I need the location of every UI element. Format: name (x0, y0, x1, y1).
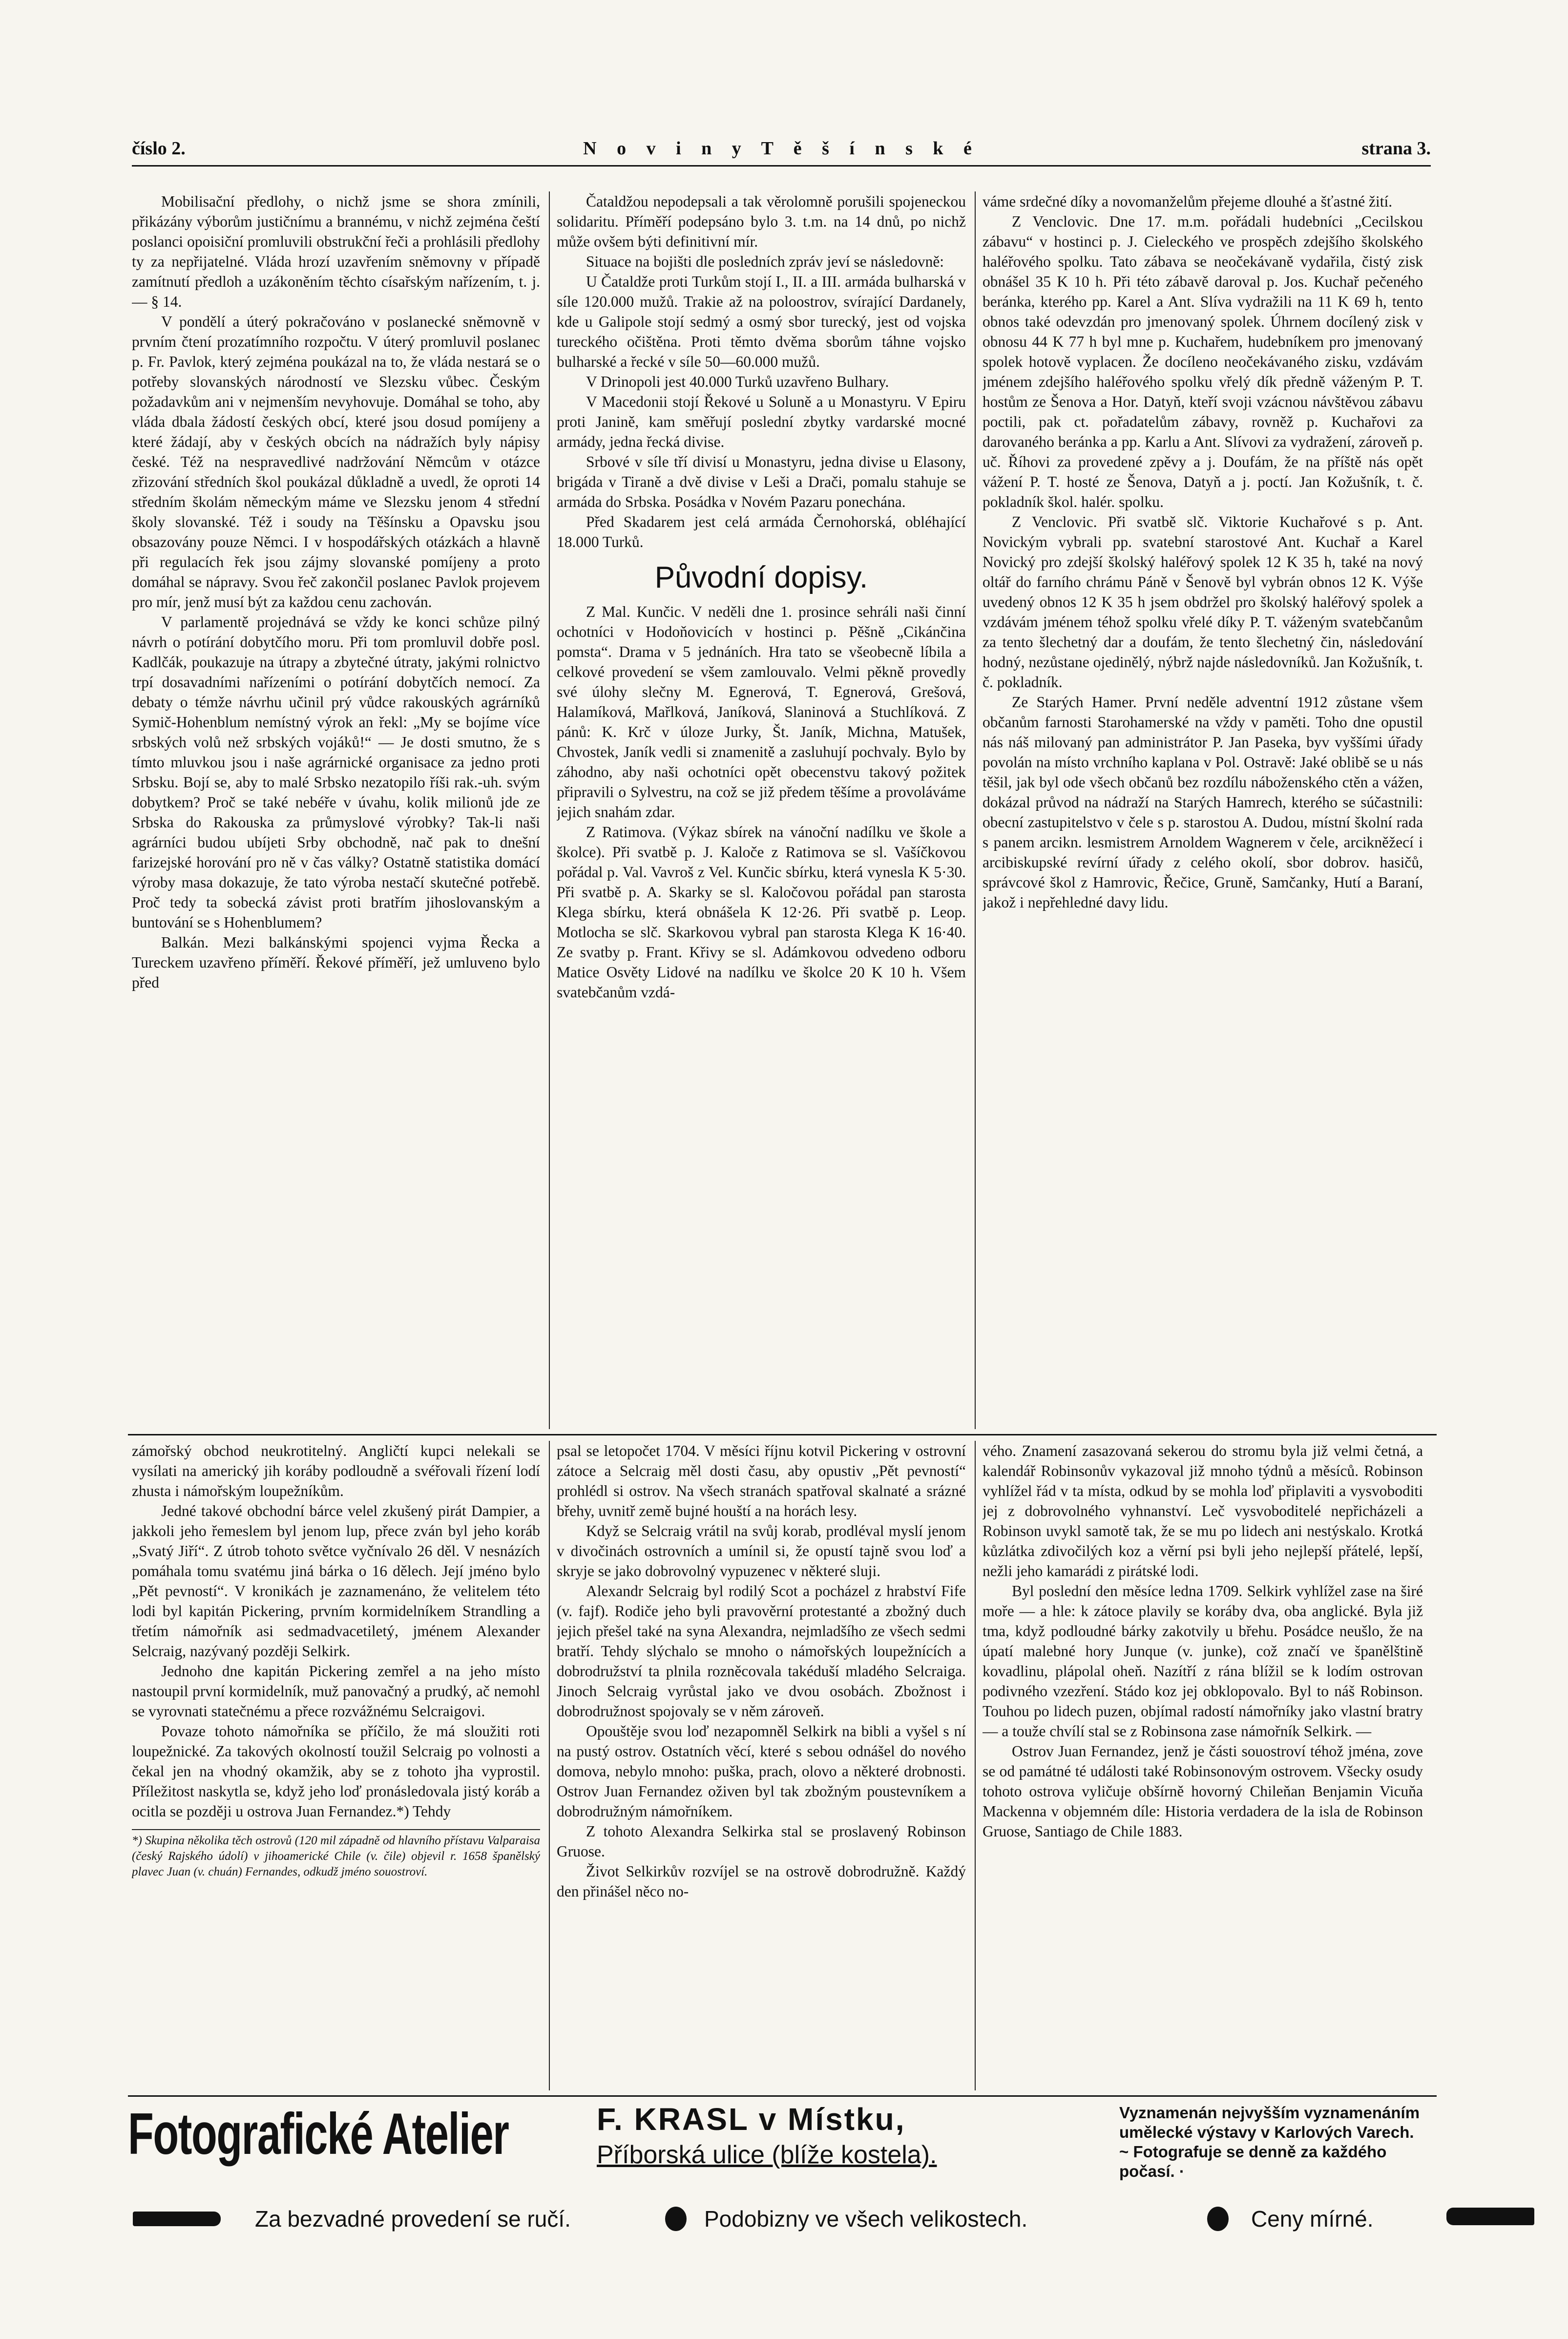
paragraph: Čataldžou nepodepsali a tak věrolomně porušili spojeneckou solidaritu. Příměří podepsáno bylo 3. t.m. na 14 dnů, po nichž může ovšem býti definitivní mír. (557, 193, 966, 250)
paragraph: V Macedonii stojí Řekové u Soluně a u Monastyru. V Epiru proti Janině, kam směřují poslední zbytky vardarské mocné armády, jedna řecká divise. (557, 393, 966, 450)
ad-award-line: Vyznamenán nejvyšším vyznamenáním (1119, 2104, 1420, 2122)
bullet-icon (665, 2207, 687, 2231)
paragraph: Opouštěje svou loď nezapomněl Selkirk na bibli a vyšel s ní na pustý ostrov. Ostatních věcí, které s sebou odnášel do nového domova, nebylo mnoho: puška, prach, olovo a některé drobnosti. Ostrov Juan Fernandez oživen byl tak zbožným poustevníkem a dobrodružným námořníkem. (557, 1723, 966, 1820)
paragraph: Mobilisační předlohy, o nichž jsme se shora zmínili, přikázány výborům justičnímu a brannému, v nichž zejména čeští poslanci opoisiční promluvili obstrukční řeči a prohlásili předlohy ty za nepřijatelné. Vláda hrozí uzavřením sněmovny v případě zamítnutí předloh a uzákoněním těchto císařským nařízením, t. j. — § 14. (132, 193, 540, 310)
paragraph: Život Selkirkův rozvíjel se na ostrově dobrodružně. Každý den přinášel něco no- (557, 1863, 966, 1900)
paragraph: Situace na bojišti dle posledních zpráv jeví se následovně: (586, 253, 944, 270)
ad-prices: Ceny mírné. (1251, 2206, 1374, 2232)
ad-portraits: Podobizny ve všech velikostech. (704, 2206, 1028, 2232)
section-divider (128, 1434, 1437, 1435)
ad-guarantee: Za bezvadné provedení se ručí. (255, 2206, 571, 2232)
paragraph: váme srdečné díky a novomanželům přejeme dlouhé a šťastné žití. (983, 193, 1393, 210)
advertisement (128, 2099, 1437, 2197)
ad-studio-name: F. KRASL v Místku, (597, 2102, 906, 2137)
paragraph: zámořský obchod neukrotitelný. Angličtí kupci nelekali se vysílati na americký jih koráby podloudně a svéřovali řízení lodí zhusta i námořským loupežníkům. (132, 1442, 540, 1499)
paragraph: V parlamentě projednává se vždy ke konci schůze pilný návrh o potírání dobytčího moru. Při tom promluvil dobře posl. Kadlčák, poukazuje na útrapy a zbytečné útraty, jakými rolnictvo trpí dosavadními nařízeními o potírání dobytčích nemocí. Za debaty o témže návrhu učinil prý vůdce rakouských agrárníků Symič-Hohenblum nemístný výrok an řekl: „My se bojíme více srbských volů než srbských vojáků!“ — Je dosti smutno, že s tímto mluvkou jsou i naše agrárnické organisace za jedno proti Srbsku. Bojí se, aby to malé Srbsko nezatopilo říši rak.-uh. svým dobytkem? Proč se také nebéře v úvahu, kolik milionů jde ze Srbska do Rakouska za průmyslové výrobky? Tak-li naši agrárníci budou ubíjeti Srby obchodně, nač pak to dnešní farizejské horování pro ně v čas války? Ostatně statistika domácí výroby masa dokazuje, že tato výroba nestačí skutečné potřebě. Proč tedy ta sobecká závist proti bratřím jihoslovanským a buntování se s Hohenblumem? (132, 613, 540, 931)
paragraph: Z tohoto Alexandra Selkirka stal se proslavený Robinson Gruose. (557, 1823, 966, 1860)
issue-number: číslo 2. (132, 138, 186, 159)
paragraph: Ze Starých Hamer. První neděle adventní 1912 zůstane všem občanům farnosti Starohamerské na vždy v paměti. Toho dne opustil nás náš milovaný pan administrátor P. Jan Paseka, byv vyššími úřady povolán na místo vrchního kaplana v Pol. Ostravě: Jaké oblibě se u nás těšil, jak byl ode všech občanů bez rozdílu náboženského ctěn a vážen, dokázal průvod na nádraží na Starých Hamrech, kterého se súčastnili: obecní zastupitelstvo v čele s p. starostou A. Dudou, místní školní rada s panem arcikn. lesmistrem Arnoldem Wagnerem v čele, arcikněžecí i arcibiskupské revírní úřady z celého okolí, sbor dobrov. hasičů, správcové škol z Hamrovic, Řečice, Gruně, Samčanky, Hutí a Baraní, jakož i nepřehledné davy lidu. (983, 694, 1423, 911)
paragraph: Z Ratimova. (Výkaz sbírek na vánoční nadílku ve škole a školce). Při svatbě p. J. Kaloče z Ratimova se sl. Vašíčkovou pořádal p. Val. Vavroš z Vel. Kunčic sbírku, která vynesla K 5·30. Při svatbě p. A. Skarky se sl. Kaločovou pořádal pan starosta Klega sbírku, která obnášela K 12·26. Při svatbě p. Leop. Motlocha se slč. Skarkovou vybral pan starosta Klega K 16·40. Ze svatby p. Frant. Křivy se sl. Adámkovou odvedeno odboru Matice Osvěty Lidové na nadílku ve školce 20 K 10 h. Všem svatebčanům vzdá- (557, 823, 966, 1001)
ad-award-line: umělecké výstavy v Karlových Varech. (1119, 2123, 1414, 2141)
section-heading: Původní dopisy. (654, 561, 868, 594)
paragraph: Když se Selcraig vrátil na svůj korab, prodléval myslí jenom v divočinách ostrovních a umínil si, že opustí tajně svou loď a skryje se jako dobrovolný vypuzenec v některé sluji. (557, 1522, 966, 1580)
ad-headline: Fotografické Atelier (128, 2101, 509, 2167)
paragraph: Před Skadarem jest celá armáda Černohorská, obléhající 18.000 Turků. (557, 513, 966, 550)
column-1 (132, 191, 540, 1429)
column-divider (975, 1441, 976, 2090)
column-divider (549, 191, 550, 1429)
paragraph: U Čataldže proti Turkům stojí I., II. a III. armáda bulharská v síle 120.000 mužů. Trakie až na poloostrov, svírající Dardanely, kde u Galipole stojí sedmý a osmý sbor turecký, jest od vojska tureckého očištěna. Proti těmto dvěma sborům táhne vojsko bulharské a řecké v síle 50—60.000 mužů. (557, 273, 966, 370)
running-header (132, 136, 1431, 167)
paragraph: Alexandr Selcraig byl rodilý Scot a pocházel z hrabství Fife (v. fajf). Rodiče jeho byli pravověrní protestanté a zbožný duch jejich přešel také na syna Alexandra, nejmladšího ze všech sedmi bratří. Tehdy slýchalo se mnoho o námořských loupežnících a dobrodružství ta plnila rozněcovala takéduší mladého Selcraiga. Jinoch Selcraig vyrůstal jako ve dvou osobách. Zbožnost i dobrodružnost spojovaly se v něm zároveň. (557, 1582, 966, 1720)
paragraph: Z Venclovic. Dne 17. m.m. pořádali hudebníci „Cecilskou zábavu“ v hostinci p. J. Cieleckého ve prospěch zdejšího školského haléřového spolku. Tato zábava se neočekávaně vydařila, čistý zisk obnášel 35 K 10 h. Při této zábavě daroval p. Jos. Kuchař pečeného beránka, kterého pp. Karel a Ant. Slíva vydražili na 11 K 69 h, tento obnos také odevzdán pro jmenovaný spolek. Úhrnem docílený zisk v obnosu 44 K 77 h byl mne p. Kuchařem, hudebníkem pro jmenovaný spolek hotově vyplacen. Že docíleno neočekávaného zisku, vzdávám jménem zdejšího haléřového spolku vřelý dík předně váženým P. T. hostům ze Šenova a Hor. Datyň, kteří svoji vzácnou návštěvou zábavu poctili, pak ct. pořadatelům zábavy, rovněž p. Kuchařovi za darovaného beránka a pp. Karlu a Ant. Slívovi za vydražení, zároveň p. uč. Říhovi za provedené zpěvy a j. Doufám, že na příště nás opět vážení P. T. hosté ze Šenova, Datyň a j. poctí. Jan Kožušník, t. č. pokladník škol. halér. spolku. (983, 213, 1423, 510)
paragraph: Byl poslední den měsíce ledna 1709. Selkirk vyhlížel zase na širé moře — a hle: k zátoce plavily se koráby dva, oba anglické. Byla již tma, když podloudné bárky zakotvily u břehu. Posádce neušlo, že na úpatí malebné hory Junque (v. junke), což značí ve španělštině kovadlinu, plápolal oheň. Nazítří z rána blížil se k lodím ostrovan podivného vzezření. Stádo koz jej obklopovalo. Byl to náš Robinson. Touhou po lidech puzen, objímal radostí námořníky jako vlastní bratry — a touže chvílí stal se z Robinsona zase námořník Selkirk. — (983, 1582, 1423, 1740)
paragraph: vého. Znamení zasazovaná sekerou do stromu byla již velmi četná, a kalendář Robinsonův vykazoval již mnoho týdnů a měsíců. Robinson vyhlížel řád v ta místa, odkud by se mohla loď připlaviti a vysvoboditi jej z dobrovolného vyhnanství. Leč vysvoboditelé nepřicházeli a Robinson uvykl samotě tak, že se mu po lidech ani nestýskalo. Krotká kůzlátka zdivočilých koz a věrní psi byli jeho nejlepší přátelé, lepší, nežli jeho kamarádi z pirátské lodi. (983, 1442, 1423, 1580)
column-4 (132, 1441, 540, 2090)
ad-awards (1119, 2103, 1437, 2181)
paragraph: V pondělí a úterý pokračováno v poslanecké sněmovně v prvním čtení prozatímního rozpočtu. V úterý promluvil poslanec p. Fr. Pavlok, který zejména poukázal na to, že vláda nestará se o potřeby slovanských národností ve Slezsku vůbec. Českým požadavkům ani v nejmenším nevyhovuje. Domáhal se toho, aby vláda dbala žádostí českých obcí, které jsou dosud pomíjeny a které žádají, aby v českých obcích na nádražích byly nápisy české. Též na nespravedlivé nadržování Němcům v otázce zřizování středních škol poukázal důkladně a uvedl, že oproti 14 středním školám německým máme ve Slezsku jenom 4 střední školy slovanské. Též i soudy na Těšínsku a Opavsku jsou obsazovány pouze Němci. I v hospodářských otázkách a hlavně při regulacích řek jsou zájmy slovanské pomíjeny a proto domáhal se nápravy. Svou řeč zakončil poslanec Pavlok projevem pro mír, jenž musí být za každou cenu zachován. (132, 313, 540, 611)
column-5 (557, 1441, 966, 2090)
ad-bottom-line (128, 2202, 1437, 2233)
pointing-hand-icon (1446, 2208, 1534, 2225)
ad-address: Příborská ulice (blíže kostela). (597, 2141, 937, 2169)
paragraph: Povaze tohoto námořníka se příčilo, že má sloužiti roti loupežnické. Za takových okolností toužil Selcraig po volnosti a čekal jen na vhodný okamžik, aby se z tohoto jha vyprostil. Příležitost naskytla se, když jeho loď pronásledovala jistý koráb a ocitla se později u ostrova Juan Fernandez.*) Tehdy (132, 1723, 540, 1820)
footnote: *) Skupina několika těch ostrovů (120 mil západně od hlavního přístavu Valparaisa (český Rajského údolí) v jihoamerické Chile (v. čile) objevil r. 1658 španělský plavec Juan (v. chuán) Fernandes, odkudž jméno souostroví. (132, 1829, 540, 1880)
paragraph: Jednoho dne kapitán Pickering zemřel a na jeho místo nastoupil první kormidelník, muž panovačný a prudký, ač nemohl se vyrovnati statečnému a přece rozvážnému Selcraigovi. (132, 1663, 540, 1720)
column-6 (983, 1441, 1423, 2090)
paragraph: V Drinopoli jest 40.000 Turků uzavřeno Bulhary. (586, 373, 889, 390)
paragraph: Balkán. Mezi balkánskými spojenci vyjma Řecka a Tureckem uzavřeno příměří. Řekové příměří, jež umluveno bylo před (132, 934, 540, 991)
column-2 (557, 191, 966, 1429)
ad-top-rule (128, 2095, 1437, 2097)
paragraph: Z Mal. Kunčic. V neděli dne 1. prosince sehráli naši činní ochotníci v Hodoňovicích v hostinci p. Pěšně „Cikánčina pomsta“. Drama v 5 jednáních. Hra tato se všeobecně líbila a celkové provedení se všem zamlouvalo. Velmi pěkně provedly své úlohy slečny M. Egnerová, T. Egnerová, Grešová, Halamíková, Mařlková, Janíková, Slaninová a Stuchlíková. Z pánů: K. Krč v úloze Jurky, Št. Janík, Michna, Matušek, Chvostek, Janík vedli si znamenitě a zasluhují pochvaly. Bylo by záhodno, aby naši ochotníci opět obecenstvu takový požitek připravili o Sylvestru, na což se již předem těšíme a provoláváme jejich snahám zdar. (557, 603, 966, 821)
newspaper-title: N o v i n y T ě š í n s k é (583, 138, 980, 159)
paragraph: Jedné takové obchodní bárce velel zkušený pirát Dampier, a jakkoli jeho řemeslem byl jenom lup, přece zván byl jeho koráb „Svatý Jiří“. Z útrob tohoto světce vyčnívalo 26 děl. V nesnázích pomáhala tomu svatému jiná bárka o 16 dělech. Její jméno bylo „Pět pevností“. V kronikách je zaznamenáno, že velitelem této lodi byl kapitán Pickering, prvním kormidelníkem Strandling a třetím námořník asi sedmadvacetiletý, jménem Alexander Selcraig, nazývaný později Selkirk. (132, 1502, 540, 1660)
ad-award-line: ~ Fotografuje se denně za každého počasí. · (1119, 2143, 1387, 2180)
page-number: strana 3. (1361, 138, 1431, 159)
column-divider (975, 191, 976, 1429)
paragraph: Ostrov Juan Fernandez, jenž je části souostroví téhož jména, zove se od památné té události také Robinsonovým ostrovem. Všecky osudy tohoto ostrova vyličuje obšírně hovorný Chileňan Benjamin Vicuňa Mackenna v objemném díle: Historia verdadera de la isla de Robinson Gruose, Santiago de Chile 1883. (983, 1743, 1423, 1840)
paragraph: psal se letopočet 1704. V měsíci říjnu kotvil Pickering v ostrovní zátoce a Selcraig měl dosti času, aby opustiv „Pět pevností“ prohlédl si ostrov. Na všech stranách spatřoval skalnaté a srázné břehy, uvnitř země bujné houští a na horách lesy. (557, 1442, 966, 1519)
bullet-icon (1207, 2207, 1229, 2231)
pointing-hand-icon (133, 2212, 221, 2226)
column-3 (983, 191, 1423, 1429)
column-divider (549, 1441, 550, 2090)
paragraph: Z Venclovic. Při svatbě slč. Viktorie Kuchařové s p. Ant. Novickým vybrali pp. svatební starostové Ant. Kuchař a Karel Novický pro zdejší školský haléřový spolek 12 K 35 h, také na nový oltář do farního chrámu Páně v Šenově byl vybrán obnos 12 K. Výše uvedený obnos 12 K 35 h jsem obdržel pro školský haléřový spolek a vzdávám jménem téhož spolku vřelé díky P. T. váženým svatebčanům za tento šlechetný dar a doufám, že tento šlechetný čin, následování hodný, nezůstane ojedinělý, nýbrž najde následovníků. Jan Kožušník, t. č. pokladník. (983, 513, 1423, 691)
paragraph: Srbové v síle tří divisí u Monastyru, jedna divise u Elasony, brigáda v Tiraně a dvě divise v Leši a Drači, pomalu stahuje se armáda do Srbska. Posádka v Novém Pazaru ponechána. (557, 453, 966, 510)
